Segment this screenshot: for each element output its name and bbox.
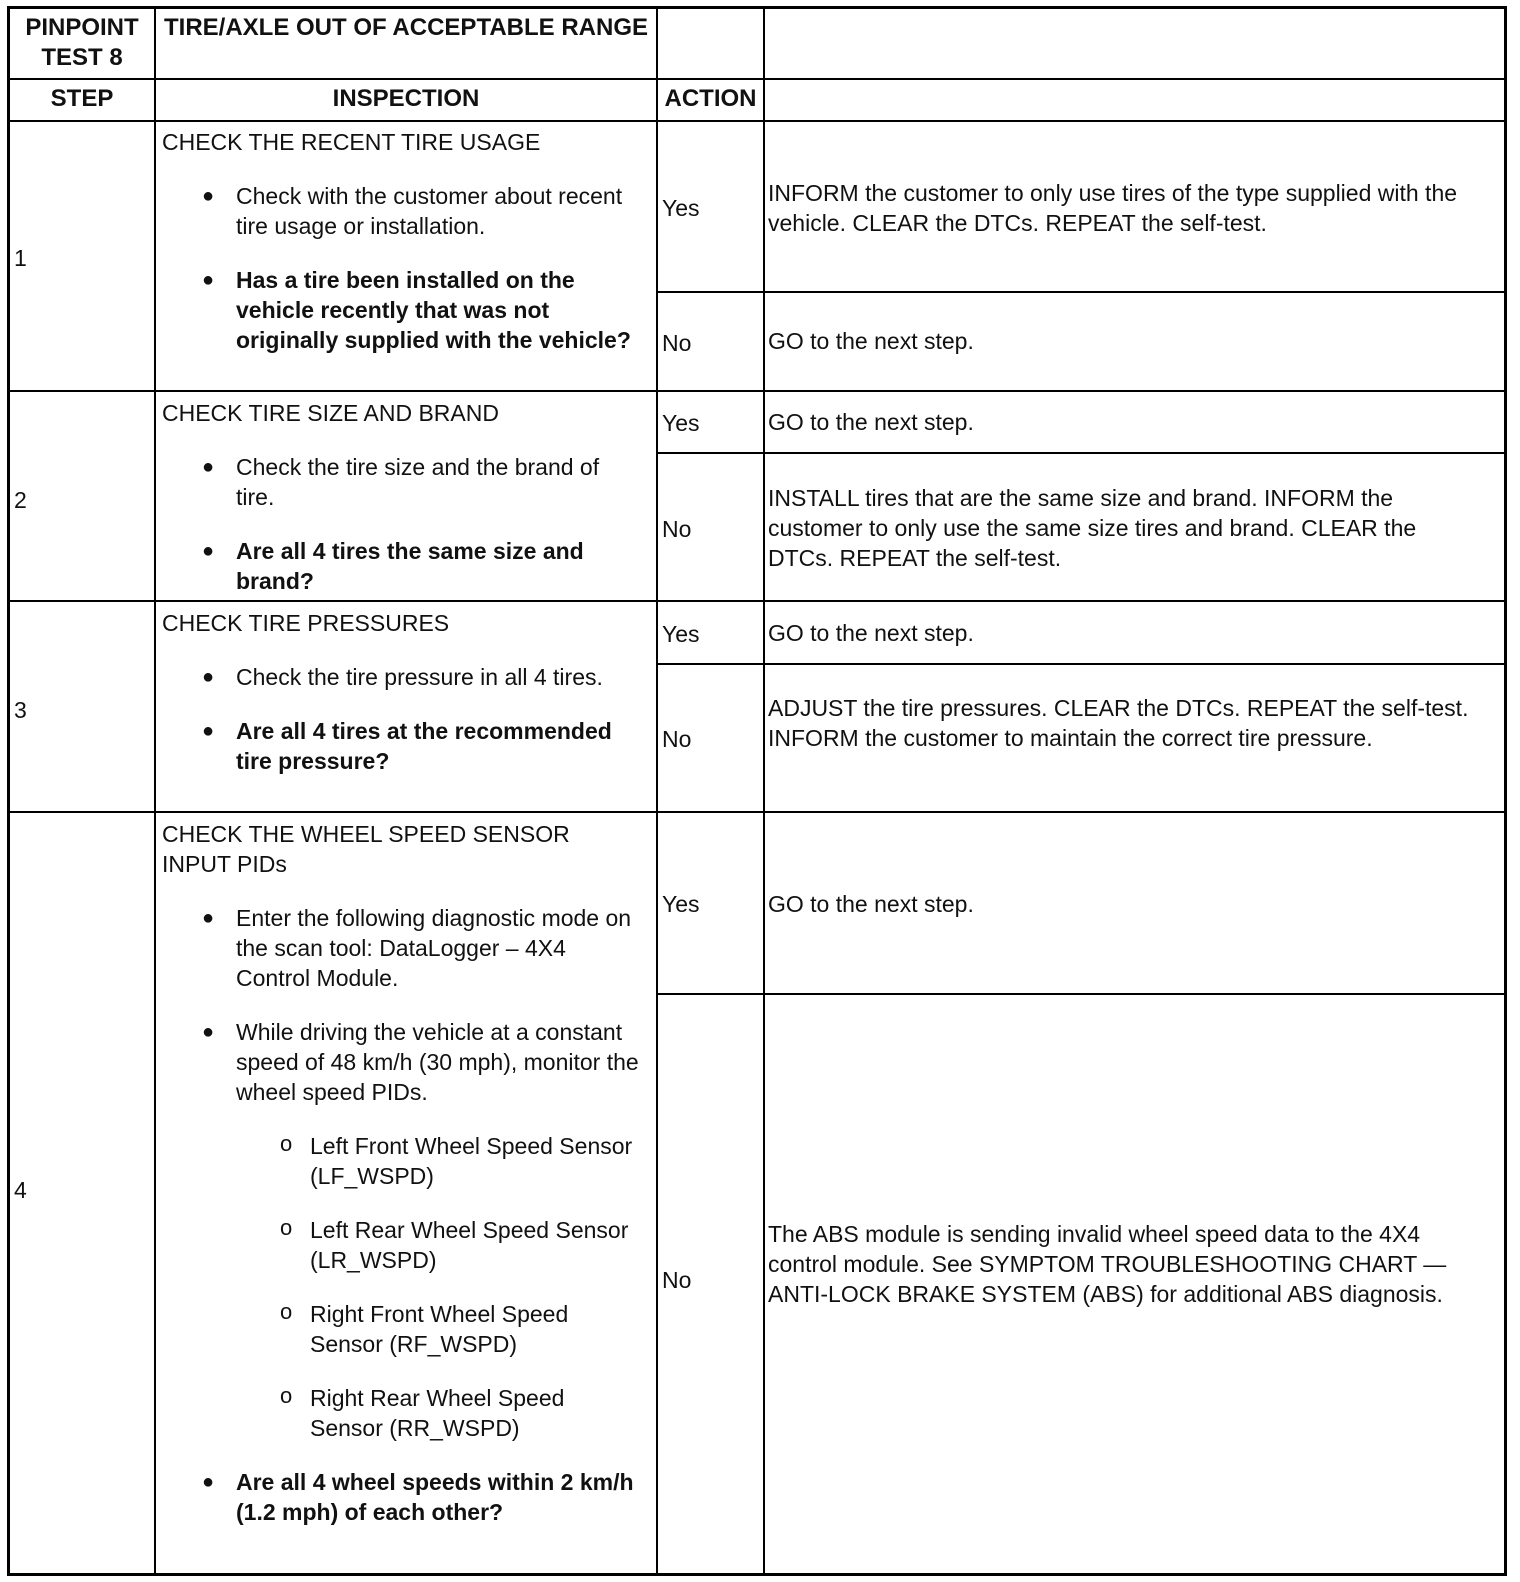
test-title: TIRE/AXLE OUT OF ACCEPTABLE RANGE xyxy=(163,14,648,41)
test-label: PINPOINT TEST 8 xyxy=(25,14,139,71)
step-title: CHECK THE WHEEL SPEED SENSOR INPUT PIDs xyxy=(162,821,570,877)
column-divider xyxy=(763,9,765,1573)
sub-bullet-item: o Left Front Wheel Speed Sensor (LF_WSPD) xyxy=(162,1131,640,1191)
step-inspection xyxy=(162,127,640,355)
yes-action: GO to the next step. xyxy=(768,891,974,917)
yes-action: INFORM the customer to only use tires of the type supplied with the vehicle. CLEAR the DTCs. REPEAT the self-test. xyxy=(768,180,1458,236)
column-divider xyxy=(154,9,156,1573)
step-inspection xyxy=(162,608,640,776)
sub-bullet-item: o Right Front Wheel Speed Sensor (RF_WSPD) xyxy=(162,1299,640,1359)
row-divider xyxy=(10,78,1504,80)
yes-no-divider xyxy=(656,291,1504,293)
column-header-inspection: INSPECTION xyxy=(332,85,480,112)
question-item: ● Are all 4 tires the same size and brand? xyxy=(162,536,640,596)
no-action: GO to the next step. xyxy=(768,328,974,354)
yes-no-divider xyxy=(656,993,1504,995)
no-action: The ABS module is sending invalid wheel speed data to the 4X4 control module. See SYMPTOM TROUBLESHOOTING CHART — ANTI-LOCK BRAKE SYSTEM (ABS) for additional ABS diagnosis. xyxy=(768,1221,1447,1307)
row-divider xyxy=(10,120,1504,122)
yes-no-divider xyxy=(656,663,1504,665)
question-item: ● Are all 4 wheel speeds within 2 km/h (1.2 mph) of each other? xyxy=(162,1467,640,1527)
row-divider xyxy=(10,600,1504,602)
bullet-item: ● Check with the customer about recent tire usage or installation. xyxy=(162,181,640,241)
yes-no-divider xyxy=(656,452,1504,454)
yes-label: Yes xyxy=(662,891,700,917)
step-number: 4 xyxy=(14,1177,27,1203)
step-title: CHECK THE RECENT TIRE USAGE xyxy=(162,129,541,155)
column-header-step: STEP xyxy=(50,85,114,112)
bullet-item: ● Check the tire size and the brand of tire. xyxy=(162,452,640,512)
step-number: 2 xyxy=(14,487,27,513)
step-number: 1 xyxy=(14,245,27,271)
row-divider xyxy=(10,811,1504,813)
pinpoint-test-table xyxy=(7,6,1507,1576)
bullet-text: While driving the vehicle at a constant speed of 48 km/h (30 mph), monitor the wheel speed PIDs. xyxy=(236,1019,639,1105)
sub-bullet-item: o Left Rear Wheel Speed Sensor (LR_WSPD) xyxy=(162,1215,640,1275)
yes-action: GO to the next step. xyxy=(768,620,974,646)
yes-label: Yes xyxy=(662,621,700,647)
bullet-item: ● Enter the following diagnostic mode on the scan tool: DataLogger – 4X4 Control Module. xyxy=(162,903,640,993)
no-label: No xyxy=(662,330,692,356)
question-item: ● Has a tire been installed on the vehicle recently that was not originally supplied with the vehicle? xyxy=(162,265,640,355)
yes-label: Yes xyxy=(662,195,700,221)
no-label: No xyxy=(662,516,692,542)
yes-label: Yes xyxy=(662,410,700,436)
yes-action: GO to the next step. xyxy=(768,409,974,435)
question-item: ● Are all 4 tires at the recommended tire pressure? xyxy=(162,716,640,776)
no-label: No xyxy=(662,726,692,752)
step-number: 3 xyxy=(14,697,27,723)
no-label: No xyxy=(662,1267,692,1293)
step-title: CHECK TIRE PRESSURES xyxy=(162,610,450,636)
bullet-item: ● Check the tire pressure in all 4 tires. xyxy=(162,662,640,692)
step-title: CHECK TIRE SIZE AND BRAND xyxy=(162,400,499,426)
no-action: INSTALL tires that are the same size and brand. INFORM the customer to only use the same size tires and brand. CLEAR the DTCs. REPEAT the self-test. xyxy=(768,485,1417,571)
row-divider xyxy=(10,390,1504,392)
step-inspection xyxy=(162,819,640,1527)
no-action: ADJUST the tire pressures. CLEAR the DTCs. REPEAT the self-test. INFORM the customer to maintain the correct tire pressure. xyxy=(768,695,1469,751)
sub-bullet-item: o Right Rear Wheel Speed Sensor (RR_WSPD) xyxy=(162,1383,640,1443)
step-inspection xyxy=(162,398,640,596)
column-divider xyxy=(656,9,658,1573)
column-header-action: ACTION xyxy=(664,85,757,112)
bullet-item xyxy=(162,1017,640,1443)
